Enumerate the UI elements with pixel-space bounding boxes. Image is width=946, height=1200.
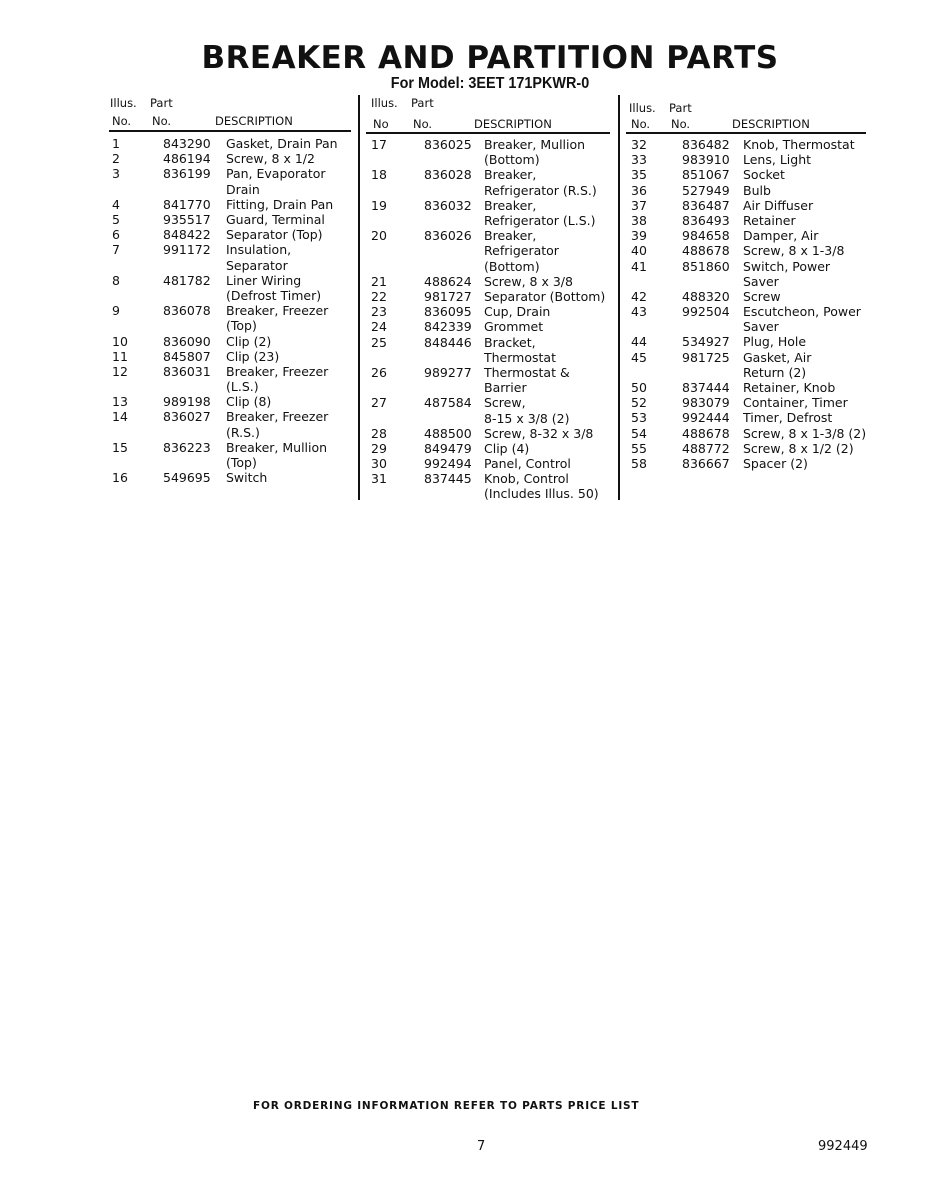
description-line: (Bottom) bbox=[484, 258, 540, 274]
part-description bbox=[484, 456, 571, 471]
description-line: Drain bbox=[226, 181, 260, 197]
part-row bbox=[371, 441, 611, 456]
part-row bbox=[371, 274, 611, 289]
part-row bbox=[631, 183, 871, 198]
part-number: 836223 bbox=[163, 439, 211, 455]
part-row bbox=[371, 456, 611, 471]
description-line: 8-15 x 3/8 (2) bbox=[484, 410, 570, 426]
part-number: 984658 bbox=[682, 228, 730, 244]
description-line: Screw, 8 x 1-3/8 (2) bbox=[743, 425, 867, 441]
part-row bbox=[631, 395, 871, 410]
part-row bbox=[371, 319, 611, 334]
header-part: Part bbox=[669, 101, 692, 115]
part-number: 487584 bbox=[424, 395, 472, 411]
part-row bbox=[631, 380, 871, 395]
parts-column-3 bbox=[631, 137, 871, 471]
illus-number: 38 bbox=[631, 212, 647, 228]
part-number: 837444 bbox=[682, 380, 730, 396]
illus-number: 53 bbox=[631, 410, 647, 426]
column-divider bbox=[358, 95, 360, 500]
description-line: Clip (2) bbox=[226, 333, 272, 349]
description-line: Breaker, Mullion bbox=[484, 137, 586, 152]
model-subtitle: For Model: 3EET 171PKWR-0 bbox=[390, 75, 590, 92]
illus-number: 39 bbox=[631, 228, 647, 244]
description-line: Socket bbox=[743, 167, 785, 183]
part-description bbox=[484, 274, 573, 289]
part-number: 534927 bbox=[682, 334, 730, 350]
part-number: 488500 bbox=[424, 425, 472, 441]
description-line: Screw, 8 x 1-3/8 bbox=[743, 243, 845, 259]
part-description bbox=[484, 137, 585, 167]
illus-number: 12 bbox=[112, 363, 128, 379]
part-description bbox=[226, 303, 328, 333]
part-description bbox=[226, 394, 271, 409]
illus-number: 24 bbox=[371, 319, 387, 335]
description-line: Separator (Bottom) bbox=[484, 288, 606, 304]
description-line: Clip (23) bbox=[226, 348, 280, 364]
description-line: Panel, Control bbox=[484, 456, 571, 472]
description-line: Timer, Defrost bbox=[743, 410, 833, 426]
description-line: Fitting, Drain Pan bbox=[226, 196, 334, 212]
part-row bbox=[112, 334, 352, 349]
description-line: Switch bbox=[226, 470, 268, 486]
description-line: Grommet bbox=[484, 319, 544, 335]
part-row bbox=[371, 471, 611, 501]
description-line: Breaker, bbox=[484, 228, 537, 244]
description-line: Knob, Thermostat bbox=[743, 137, 855, 152]
description-line: Clip (4) bbox=[484, 440, 530, 456]
illus-number: 50 bbox=[631, 380, 647, 396]
part-description bbox=[226, 242, 291, 272]
part-description bbox=[743, 395, 848, 410]
description-line: (Includes Illus. 50) bbox=[484, 486, 599, 502]
illus-number: 13 bbox=[112, 394, 128, 410]
illus-number: 7 bbox=[112, 242, 120, 258]
part-row bbox=[112, 212, 352, 227]
part-number: 836027 bbox=[163, 409, 211, 425]
description-line: Guard, Terminal bbox=[226, 211, 325, 227]
header-illus-no: No. bbox=[631, 117, 651, 131]
part-row bbox=[112, 197, 352, 212]
description-line: Refrigerator bbox=[484, 243, 559, 259]
description-line: Thermostat & bbox=[484, 364, 570, 380]
parts-column-1 bbox=[112, 136, 352, 485]
description-line: Spacer (2) bbox=[743, 455, 808, 471]
illus-number: 32 bbox=[631, 137, 647, 152]
illus-number: 3 bbox=[112, 166, 120, 182]
illus-number: 33 bbox=[631, 152, 647, 168]
part-row bbox=[371, 395, 611, 425]
description-line: Breaker, Freezer bbox=[226, 363, 329, 379]
illus-number: 40 bbox=[631, 243, 647, 259]
part-row bbox=[371, 198, 611, 228]
part-row bbox=[631, 456, 871, 471]
description-line: Screw, 8-32 x 3/8 bbox=[484, 425, 594, 441]
illus-number: 52 bbox=[631, 395, 647, 411]
part-number: 981727 bbox=[424, 288, 472, 304]
description-line: Liner Wiring bbox=[226, 272, 302, 288]
header-illus-no: No. bbox=[112, 114, 132, 128]
description-line: Retainer bbox=[743, 212, 796, 228]
illus-number: 36 bbox=[631, 182, 647, 198]
part-row bbox=[371, 137, 611, 167]
part-row bbox=[631, 441, 871, 456]
description-line: Air Diffuser bbox=[743, 197, 814, 213]
part-number: 848422 bbox=[163, 227, 211, 243]
part-number: 836078 bbox=[163, 303, 211, 319]
part-row bbox=[631, 198, 871, 213]
part-number: 992504 bbox=[682, 304, 730, 320]
part-description bbox=[484, 441, 529, 456]
illus-number: 8 bbox=[112, 272, 120, 288]
part-description bbox=[484, 365, 570, 395]
part-description bbox=[484, 319, 543, 334]
description-line: Retainer, Knob bbox=[743, 380, 836, 396]
part-row bbox=[112, 151, 352, 166]
part-row bbox=[631, 410, 871, 425]
illus-number: 2 bbox=[112, 151, 120, 167]
part-description bbox=[226, 440, 327, 470]
part-number: 841770 bbox=[163, 196, 211, 212]
part-description bbox=[226, 409, 328, 439]
description-line: Thermostat bbox=[484, 349, 556, 365]
illus-number: 43 bbox=[631, 304, 647, 320]
illus-number: 17 bbox=[371, 137, 387, 152]
part-number: 836487 bbox=[682, 197, 730, 213]
description-line: Breaker, bbox=[484, 167, 537, 183]
description-line: (Top) bbox=[226, 318, 257, 334]
part-row bbox=[112, 409, 352, 439]
description-line: Container, Timer bbox=[743, 395, 848, 411]
part-description bbox=[226, 364, 328, 394]
part-description bbox=[743, 259, 830, 289]
part-description bbox=[743, 380, 835, 395]
illus-number: 21 bbox=[371, 273, 387, 289]
part-description bbox=[743, 167, 785, 182]
description-line: Bulb bbox=[743, 182, 771, 198]
description-line: Plug, Hole bbox=[743, 334, 807, 350]
part-description bbox=[743, 426, 866, 441]
part-number: 488772 bbox=[682, 440, 730, 456]
part-row bbox=[631, 289, 871, 304]
part-number: 836031 bbox=[163, 363, 211, 379]
description-line: (Top) bbox=[226, 455, 257, 471]
page-number: 7 bbox=[477, 1139, 486, 1154]
illus-number: 16 bbox=[112, 470, 128, 486]
document-number: 992449 bbox=[818, 1139, 868, 1154]
part-description bbox=[743, 304, 861, 334]
part-number: 836493 bbox=[682, 212, 730, 228]
illus-number: 11 bbox=[112, 348, 128, 364]
part-description bbox=[484, 198, 596, 228]
description-line: Breaker, Freezer bbox=[226, 303, 329, 319]
description-line: Barrier bbox=[484, 380, 527, 396]
part-description bbox=[743, 441, 854, 456]
description-line: (Defrost Timer) bbox=[226, 287, 322, 303]
part-number: 488678 bbox=[682, 425, 730, 441]
part-number: 836199 bbox=[163, 166, 211, 182]
description-line: Breaker, Mullion bbox=[226, 439, 328, 455]
illus-number: 26 bbox=[371, 364, 387, 380]
header-part-no: No. bbox=[152, 114, 172, 128]
description-line: Saver bbox=[743, 273, 779, 289]
illus-number: 6 bbox=[112, 227, 120, 243]
part-row bbox=[371, 335, 611, 365]
description-line: Bracket, bbox=[484, 334, 536, 350]
part-description bbox=[743, 350, 811, 380]
part-description bbox=[226, 227, 323, 242]
part-row bbox=[112, 394, 352, 409]
part-description bbox=[743, 289, 781, 304]
part-row bbox=[112, 242, 352, 272]
part-description bbox=[743, 228, 818, 243]
header-rule bbox=[626, 132, 866, 134]
part-description bbox=[226, 166, 326, 196]
part-row bbox=[631, 228, 871, 243]
part-row bbox=[112, 303, 352, 333]
part-number: 836095 bbox=[424, 304, 472, 320]
part-description bbox=[743, 456, 808, 471]
description-line: Damper, Air bbox=[743, 228, 819, 244]
header-illus-no: No bbox=[373, 117, 389, 131]
illus-number: 31 bbox=[371, 471, 387, 487]
illus-number: 22 bbox=[371, 288, 387, 304]
part-number: 851860 bbox=[682, 258, 730, 274]
description-line: Screw, 8 x 3/8 bbox=[484, 273, 573, 289]
part-number: 488624 bbox=[424, 273, 472, 289]
part-description bbox=[226, 334, 271, 349]
part-number: 983079 bbox=[682, 395, 730, 411]
part-number: 527949 bbox=[682, 182, 730, 198]
part-row bbox=[112, 349, 352, 364]
part-description bbox=[743, 213, 796, 228]
part-row bbox=[631, 167, 871, 182]
description-line: Separator bbox=[226, 257, 288, 273]
description-line: (Bottom) bbox=[484, 152, 540, 168]
illus-number: 14 bbox=[112, 409, 128, 425]
ordering-footer: FOR ORDERING INFORMATION REFER TO PARTS PRICE LIST bbox=[253, 1100, 640, 1112]
description-line: Screw, 8 x 1/2 (2) bbox=[743, 440, 854, 456]
description-line: Gasket, Air bbox=[743, 349, 812, 365]
header-description: DESCRIPTION bbox=[474, 117, 552, 131]
description-line: Cup, Drain bbox=[484, 304, 551, 320]
part-description bbox=[226, 273, 321, 303]
part-number: 848446 bbox=[424, 334, 472, 350]
part-number: 981725 bbox=[682, 349, 730, 365]
description-line: Saver bbox=[743, 319, 779, 335]
description-line: Escutcheon, Power bbox=[743, 304, 861, 320]
part-description bbox=[226, 470, 267, 485]
header-rule bbox=[109, 130, 351, 132]
description-line: Gasket, Drain Pan bbox=[226, 136, 338, 151]
header-description: DESCRIPTION bbox=[215, 114, 293, 128]
part-description bbox=[743, 334, 806, 349]
part-row bbox=[112, 136, 352, 151]
part-description bbox=[484, 395, 570, 425]
illus-number: 20 bbox=[371, 228, 387, 244]
header-part: Part bbox=[150, 96, 173, 110]
part-row bbox=[631, 350, 871, 380]
illus-number: 19 bbox=[371, 197, 387, 213]
illus-number: 42 bbox=[631, 288, 647, 304]
part-row bbox=[631, 137, 871, 152]
part-description bbox=[484, 426, 593, 441]
part-description bbox=[743, 152, 811, 167]
part-row bbox=[112, 273, 352, 303]
part-row bbox=[371, 289, 611, 304]
part-description bbox=[226, 349, 279, 364]
part-number: 992494 bbox=[424, 456, 472, 472]
illus-number: 25 bbox=[371, 334, 387, 350]
illus-number: 54 bbox=[631, 425, 647, 441]
illus-number: 37 bbox=[631, 197, 647, 213]
part-row bbox=[371, 228, 611, 274]
part-description bbox=[484, 304, 550, 319]
part-row bbox=[631, 243, 871, 258]
part-number: 845807 bbox=[163, 348, 211, 364]
header-part-no: No. bbox=[671, 117, 691, 131]
parts-column-2 bbox=[371, 137, 611, 502]
part-row bbox=[371, 167, 611, 197]
part-number: 851067 bbox=[682, 167, 730, 183]
part-number: 836482 bbox=[682, 137, 730, 152]
illus-number: 35 bbox=[631, 167, 647, 183]
description-line: Screw, 8 x 1/2 bbox=[226, 151, 315, 167]
part-description bbox=[743, 410, 832, 425]
description-line: Lens, Light bbox=[743, 152, 812, 168]
description-line: Return (2) bbox=[743, 364, 807, 380]
part-row bbox=[631, 426, 871, 441]
illus-number: 29 bbox=[371, 440, 387, 456]
part-description bbox=[743, 137, 855, 152]
part-description bbox=[484, 228, 559, 274]
part-row bbox=[371, 426, 611, 441]
illus-number: 9 bbox=[112, 303, 120, 319]
description-line: Screw, bbox=[484, 395, 526, 411]
part-row bbox=[112, 166, 352, 196]
description-line: Breaker, Freezer bbox=[226, 409, 329, 425]
part-row bbox=[631, 259, 871, 289]
part-number: 488320 bbox=[682, 288, 730, 304]
part-description bbox=[484, 471, 599, 501]
part-description bbox=[226, 197, 333, 212]
part-number: 836026 bbox=[424, 228, 472, 244]
header-illus: Illus. bbox=[371, 96, 398, 110]
header-part-no: No. bbox=[413, 117, 433, 131]
part-number: 849479 bbox=[424, 440, 472, 456]
description-line: Refrigerator (R.S.) bbox=[484, 182, 597, 198]
illus-number: 55 bbox=[631, 440, 647, 456]
part-row bbox=[631, 152, 871, 167]
column-divider bbox=[618, 95, 620, 500]
part-number: 837445 bbox=[424, 471, 472, 487]
description-line: Knob, Control bbox=[484, 471, 569, 487]
part-description bbox=[484, 335, 556, 365]
illus-number: 44 bbox=[631, 334, 647, 350]
part-number: 486194 bbox=[163, 151, 211, 167]
part-number: 836028 bbox=[424, 167, 472, 183]
part-number: 991172 bbox=[163, 242, 211, 258]
part-number: 989198 bbox=[163, 394, 211, 410]
part-row bbox=[631, 304, 871, 334]
illus-number: 41 bbox=[631, 258, 647, 274]
illus-number: 30 bbox=[371, 456, 387, 472]
part-number: 836025 bbox=[424, 137, 472, 152]
header-rule bbox=[366, 132, 610, 134]
part-row bbox=[371, 304, 611, 319]
description-line: Pan, Evaporator bbox=[226, 166, 326, 182]
part-row bbox=[631, 334, 871, 349]
description-line: Insulation, bbox=[226, 242, 292, 258]
header-illus: Illus. bbox=[629, 101, 656, 115]
illus-number: 5 bbox=[112, 211, 120, 227]
description-line: Clip (8) bbox=[226, 394, 272, 410]
part-description bbox=[484, 167, 597, 197]
part-row bbox=[112, 364, 352, 394]
description-line: Switch, Power bbox=[743, 258, 831, 274]
illus-number: 23 bbox=[371, 304, 387, 320]
part-number: 488678 bbox=[682, 243, 730, 259]
illus-number: 15 bbox=[112, 439, 128, 455]
part-number: 935517 bbox=[163, 211, 211, 227]
part-description bbox=[226, 212, 325, 227]
part-number: 992444 bbox=[682, 410, 730, 426]
illus-number: 58 bbox=[631, 455, 647, 471]
illus-number: 10 bbox=[112, 333, 128, 349]
illus-number: 45 bbox=[631, 349, 647, 365]
part-number: 842339 bbox=[424, 319, 472, 335]
part-row bbox=[112, 227, 352, 242]
illus-number: 4 bbox=[112, 196, 120, 212]
part-description bbox=[484, 289, 605, 304]
description-line: Refrigerator (L.S.) bbox=[484, 212, 596, 228]
illus-number: 18 bbox=[371, 167, 387, 183]
part-row bbox=[631, 213, 871, 228]
part-description bbox=[743, 243, 844, 258]
part-number: 836667 bbox=[682, 455, 730, 471]
header-part: Part bbox=[411, 96, 434, 110]
part-row bbox=[112, 440, 352, 470]
part-row bbox=[371, 365, 611, 395]
page-title: BREAKER AND PARTITION PARTS bbox=[201, 40, 779, 76]
part-description bbox=[743, 183, 771, 198]
part-number: 983910 bbox=[682, 152, 730, 168]
part-number: 549695 bbox=[163, 470, 211, 486]
illus-number: 27 bbox=[371, 395, 387, 411]
description-line: (L.S.) bbox=[226, 379, 259, 395]
part-number: 836032 bbox=[424, 197, 472, 213]
description-line: (R.S.) bbox=[226, 424, 260, 440]
illus-number: 28 bbox=[371, 425, 387, 441]
part-description bbox=[226, 151, 315, 166]
part-description bbox=[226, 136, 338, 151]
part-number: 843290 bbox=[163, 136, 211, 151]
header-illus: Illus. bbox=[110, 96, 137, 110]
description-line: Screw bbox=[743, 288, 781, 304]
part-number: 481782 bbox=[163, 272, 211, 288]
part-number: 836090 bbox=[163, 333, 211, 349]
header-description: DESCRIPTION bbox=[732, 117, 810, 131]
description-line: Breaker, bbox=[484, 197, 537, 213]
part-row bbox=[112, 470, 352, 485]
part-number: 989277 bbox=[424, 364, 472, 380]
description-line: Separator (Top) bbox=[226, 227, 323, 243]
part-description bbox=[743, 198, 813, 213]
illus-number: 1 bbox=[112, 136, 120, 151]
